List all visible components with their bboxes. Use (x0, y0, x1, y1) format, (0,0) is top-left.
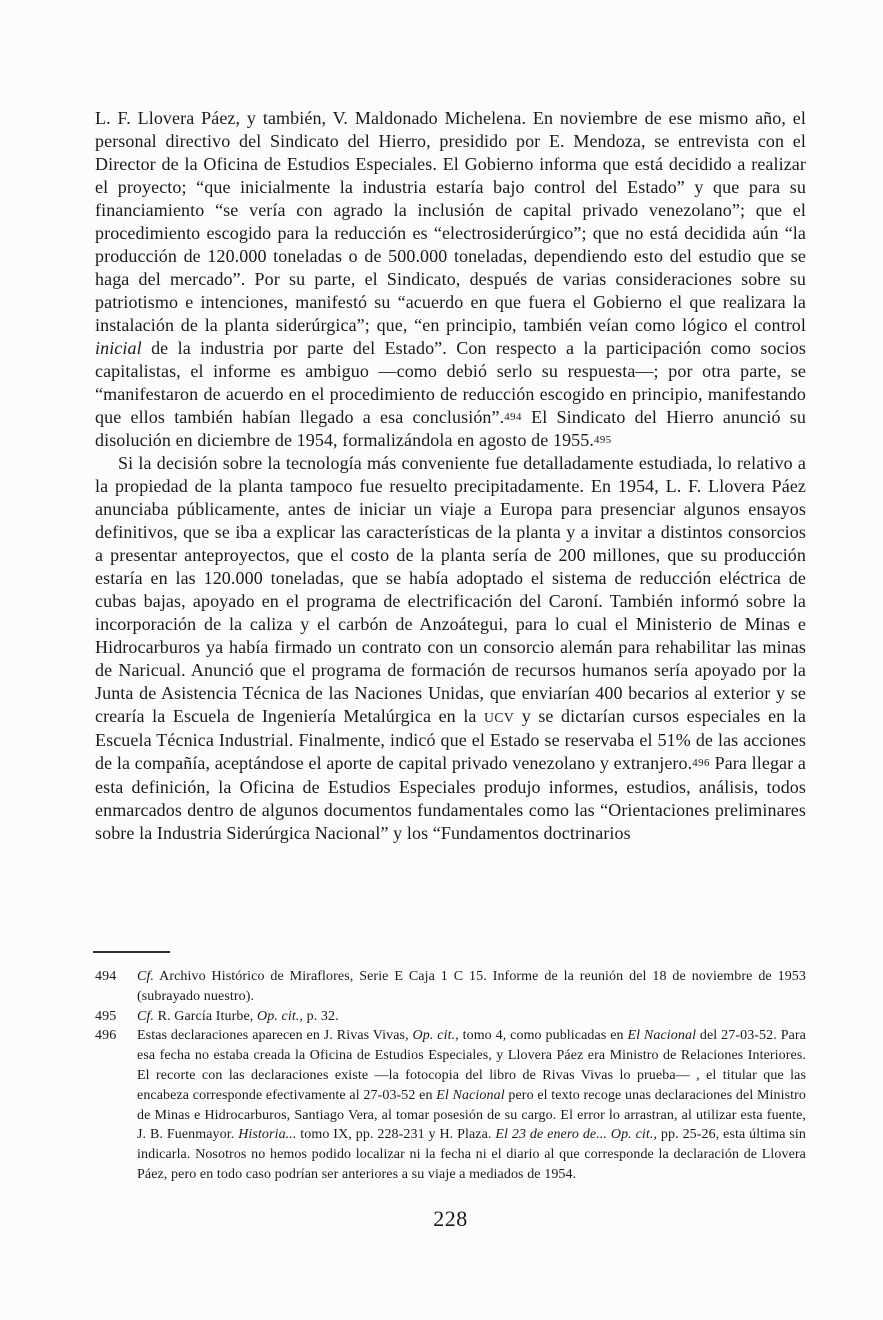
footnotes-section (95, 967, 806, 1185)
footnote-text: Cf. R. García Iturbe, Op. cit., p. 32. (137, 1008, 339, 1024)
body-paragraph-1: L. F. Llovera Páez, y también, V. Maldonado Michelena. En noviembre de ese mismo año, el personal directivo del Sindicato del Hierro, presidido por E. Mendoza, se entrevista con el Director de la Oficina de Estudios Especiales. El Gobierno informa que está decidido a realizar el proyecto; “que inicialmente la industria estaría bajo control del Estado” y que para su financiamiento “se vería con agrado la inclusión de capital privado venezolano”; que el procedimiento escogido para la reducción es “electrosiderúrgico”; que no está decidida aún “la producción de 120.000 toneladas o de 500.000 toneladas, dependiendo esto del estudio que se haga del mercado”. Por su parte, el Sindicato, después de varias consideraciones sobre su patriotismo e intenciones, manifestó su “acuerdo en que fuera el Gobierno el que realizara la instalación de la planta siderúrgica”; que, “en principio, también veían como lógico el control inicial de la industria por parte del Estado”. Con respecto a la participación como socios capitalistas, el informe es ambiguo —como debió serlo su respuesta—; por otra parte, se “manifestaron de acuerdo en el procedimiento de reducción escogido en principio, manifestando que ellos también habían llegado a esa conclusión”.494 El Sindicato del Hierro anunció su disolución en diciembre de 1954, formalizándola en agosto de 1955.495 (95, 108, 806, 451)
body-paragraph-2: Si la decisión sobre la tecnología más conveniente fue detalladamente estudiada, lo relativo a la propiedad de la planta tampoco fue resuelto precipitadamente. En 1954, L. F. Llovera Páez anunciaba públicamente, antes de iniciar un viaje a Europa para presenciar algunos ensayos definitivos, que se iba a explicar las características de la planta y a invitar a distintos consorcios a presentar anteproyectos, que el costo de la planta sería de 200 millones, que su producción estaría en las 120.000 toneladas, que se había adoptado el sistema de reducción eléctrica de cubas bajas, apoyado en el programa de electrificación del Caroní. También informó sobre la incorporación de la caliza y el carbón de Anzoátegui, para lo cual el Ministerio de Minas e Hidrocarburos ya había firmado un contrato con un consorcio alemán para rehabilitar las minas de Naricual. Anunció que el programa de formación de recursos humanos sería apoyado por la Junta de Asistencia Técnica de las Naciones Unidas, que enviarían 400 becarios al exterior y se crearía la Escuela de Ingeniería Metalúrgica en la UCV y se dictarían cursos especiales en la Escuela Técnica Industrial. Finalmente, indicó que el Estado se reservaba el 51% de las acciones de la compañía, aceptándose el aporte de capital privado venezolano y extranjero.496 Para llegar a esta definición, la Oficina de Estudios Especiales produjo informes, estudios, análisis, todos enmarcados dentro de algunos documentos fundamentales como las “Orientaciones preliminares sobre la Industria Siderúrgica Nacional” y los “Fundamentos doctrinarios (95, 453, 806, 843)
footnote-number: 496 (95, 1028, 117, 1044)
footnote-494 (95, 967, 806, 1007)
main-text-block (95, 107, 806, 845)
footnote-number: 494 (95, 969, 117, 984)
page-number: 228 (433, 1206, 468, 1231)
footnote-number: 495 (95, 1008, 117, 1024)
footnote-text: Cf. Archivo Histórico de Miraflores, Serie E Caja 1 C 15. Informe de la reunión del 18 de noviembre de 1953 (subrayado nuestro). (137, 969, 806, 1004)
footnote-text: Estas declaraciones aparecen en J. Rivas Vivas, Op. cit., tomo 4, como publicadas en El Nacional del 27-03-52. Para esa fecha no estaba creada la Oficina de Estudios Especiales, y Llovera Páez era Ministro de Relaciones Interiores. El recorte con las declaraciones existe —la fotocopia del libro de Rivas Vivas lo prueba— , el titular que las encabeza corresponde efectivamente al 27-03-52 en El Nacional pero el texto recoge unas declaraciones del Ministro de Minas e Hidrocarburos, Santiago Vera, al tomar posesión de su cargo. El error lo arrastran, al utilizar esta fuente, J. B. Fuenmayor. Historia... tomo IX, pp. 228-231 y H. Plaza. El 23 de enero de... Op. cit., pp. 25-26, esta última sin indicarla. Nosotros no hemos podido localizar ni la fecha ni el diario al que corresponde la declaración de Llovera Páez, pero en todo caso podrían ser anteriores a su viaje a mediados de 1954. (137, 1028, 807, 1182)
footnote-495 (95, 1007, 806, 1027)
footnote-496 (95, 1026, 806, 1184)
footnote-separator-rule (93, 951, 170, 953)
